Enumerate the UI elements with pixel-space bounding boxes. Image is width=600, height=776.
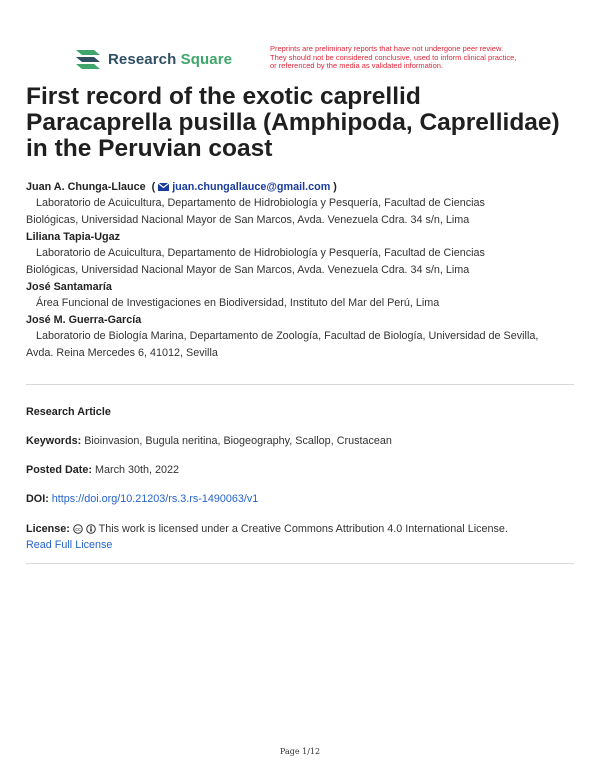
author-name: José Santamaría: [26, 281, 112, 293]
envelope-icon: [158, 183, 169, 191]
preprint-notice-line: Preprints are preliminary reports that have not undergone peer review.: [270, 44, 504, 53]
preprint-notice-line: or referenced by the media as validated information.: [270, 61, 444, 70]
attribution-icon: [86, 524, 96, 534]
author-affiliation: Biológicas, Universidad Nacional Mayor de San Marcos, Avda. Venezuela Cdra. 34 s/n, Lima: [26, 264, 470, 276]
creative-commons-icon: [73, 524, 83, 534]
page-number: Page 1/12: [279, 747, 321, 756]
read-full-license-link[interactable]: Read Full License: [26, 539, 113, 551]
author-affiliation: Área Funcional de Investigaciones en Biodiversidad, Instituto del Mar del Perú, Lima: [36, 297, 440, 309]
article-type: Research Article: [26, 406, 111, 418]
divider: [26, 563, 574, 564]
posted-date: Posted Date: March 30th, 2022: [26, 464, 180, 476]
divider: [26, 384, 574, 385]
author-affiliation: Biológicas, Universidad Nacional Mayor de San Marcos, Avda. Venezuela Cdra. 34 s/n, Lima: [26, 214, 470, 226]
doi-link[interactable]: https://doi.org/10.21203/rs.3.rs-1490063/v1: [51, 493, 259, 505]
keywords: Keywords: Bioinvasion, Bugula neritina, Biogeography, Scallop, Crustacean: [26, 435, 392, 447]
author-affiliation: Laboratorio de Acuicultura, Departamento de Hidrobiología y Pesquería, Facultad de Ciencias: [36, 197, 485, 209]
author-list: [26, 179, 576, 362]
author-name: Liliana Tapia-Ugaz: [26, 231, 120, 243]
preprint-notice-line: They should not be considered conclusive, used to inform clinical practice,: [270, 52, 517, 62]
author-affiliation: Avda. Reina Mercedes 6, 41012, Sevilla: [26, 347, 218, 359]
research-square-logo[interactable]: [74, 47, 232, 71]
author-name: Juan A. Chunga-Llauce ( juan.chungallauce@gmail.com ): [26, 181, 337, 193]
author-affiliation: Laboratorio de Acuicultura, Departamento de Hidrobiología y Pesquería, Facultad de Ciencias: [36, 247, 485, 259]
research-square-logo-icon: [74, 47, 102, 71]
author-name: José M. Guerra-García: [26, 314, 142, 326]
brand-name: Research Square: [108, 50, 233, 68]
license: License: cc This work is licensed under a Creative Commons Attribution 4.0 International License. Read Full License: [26, 523, 508, 551]
preprint-notice: [270, 45, 540, 71]
doi: DOI: https://doi.org/10.21203/rs.3.rs-1490063/v1: [26, 493, 259, 505]
svg-text:cc: cc: [75, 527, 81, 533]
author-email-link[interactable]: juan.chungallauce@gmail.com: [158, 179, 330, 195]
paper-title: First record of the exotic caprellid Paracaprella pusilla (Amphipoda, Caprellidae) in the Peruvian coast: [26, 83, 560, 162]
author-affiliation: Laboratorio de Biología Marina, Departamento de Zoología, Facultad de Biología, Universidad de Sevilla,: [36, 330, 539, 342]
